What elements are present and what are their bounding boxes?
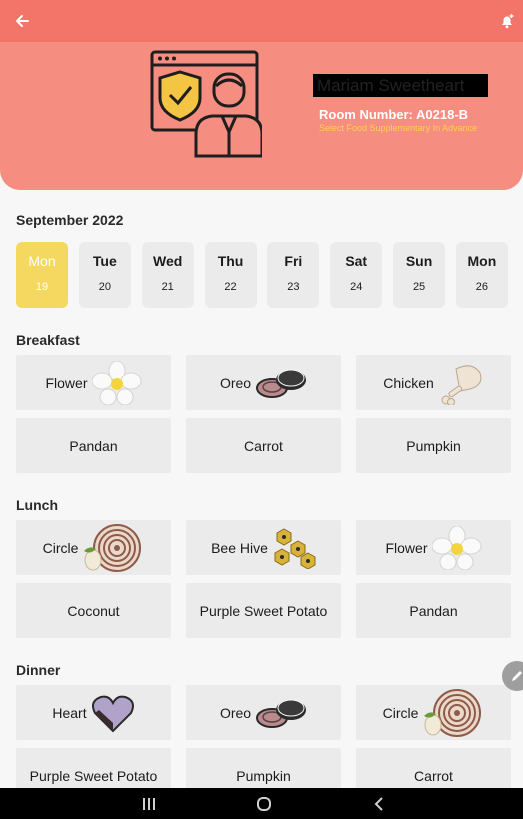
day-name: Thu (217, 253, 244, 269)
day-item[interactable] (267, 242, 319, 308)
food-card[interactable] (16, 520, 171, 575)
bee-hive-icon (272, 527, 316, 569)
food-label: Purple Sweet Potato (199, 602, 328, 619)
recent-apps-icon (142, 798, 156, 810)
food-label: Bee Hive (211, 539, 268, 556)
day-item-selected[interactable] (16, 242, 68, 308)
back-nav-button[interactable] (367, 794, 391, 814)
app-bar (0, 0, 523, 42)
day-name: Mon (467, 253, 497, 269)
guest-name-redacted: Mariam Sweetheart (313, 74, 488, 97)
food-card[interactable] (186, 355, 341, 410)
flower-icon (432, 526, 482, 570)
day-item[interactable] (456, 242, 508, 308)
day-item[interactable] (205, 242, 257, 308)
section-title-lunch: Lunch (16, 497, 58, 513)
room-number: Room Number: A0218-B (319, 107, 469, 122)
oreo-icon (255, 697, 307, 729)
month-label: September 2022 (16, 212, 124, 228)
food-card[interactable] (186, 685, 341, 740)
home-icon (256, 797, 272, 811)
food-label: Coconut (67, 602, 120, 619)
section-title-breakfast: Breakfast (16, 332, 80, 348)
day-item[interactable] (79, 242, 131, 308)
security-agent-illustration (150, 50, 262, 160)
home-button[interactable] (252, 794, 276, 814)
day-name: Fri (284, 253, 303, 269)
day-number: 21 (161, 281, 174, 293)
food-card[interactable] (356, 355, 511, 410)
recent-apps-button[interactable] (137, 794, 161, 814)
food-card[interactable] (356, 418, 511, 473)
heart-icon (91, 693, 135, 733)
flower-icon (92, 361, 142, 405)
day-name: Mon (28, 253, 56, 269)
back-button[interactable] (10, 9, 34, 33)
day-number: 23 (287, 281, 300, 293)
food-card[interactable] (16, 583, 171, 638)
day-name: Tue (92, 253, 117, 269)
day-item[interactable] (393, 242, 445, 308)
day-name: Sat (345, 253, 368, 269)
day-number: 26 (475, 281, 489, 293)
arrow-left-icon (15, 14, 29, 28)
day-number: 24 (350, 281, 363, 293)
day-name: Sun (405, 253, 433, 269)
food-card[interactable] (16, 355, 171, 410)
pencil-icon (510, 669, 523, 683)
day-item[interactable] (142, 242, 194, 308)
notification-add-button[interactable] (495, 9, 519, 33)
food-label: Oreo (219, 704, 252, 721)
food-label: Flower (385, 539, 428, 556)
system-navigation-bar (0, 788, 523, 819)
food-label: Carrot (414, 767, 453, 784)
day-number: 22 (224, 281, 237, 293)
day-number: 19 (35, 281, 49, 293)
day-number: 25 (412, 281, 426, 293)
lunch-grid (16, 520, 511, 638)
chicken-icon (438, 361, 484, 405)
day-number: 20 (98, 281, 111, 293)
food-card[interactable] (186, 583, 341, 638)
food-label: Heart (52, 704, 87, 721)
food-card[interactable] (356, 685, 511, 740)
chevron-left-icon (374, 797, 384, 811)
food-card[interactable] (186, 520, 341, 575)
day-name: Wed (153, 253, 183, 269)
food-label: Purple Sweet Potato (29, 767, 158, 784)
section-title-dinner: Dinner (16, 662, 61, 678)
circle-spiral-icon (82, 523, 144, 573)
bell-plus-icon (499, 13, 515, 29)
day-item[interactable] (330, 242, 382, 308)
food-card[interactable] (356, 520, 511, 575)
header-subtitle: Select Food Supplementary In Advance (319, 123, 478, 133)
food-card[interactable] (16, 418, 171, 473)
breakfast-grid (16, 355, 511, 473)
food-label: Oreo (219, 374, 252, 391)
food-label: Pandan (69, 437, 118, 454)
food-label: Carrot (244, 437, 283, 454)
food-label: Circle (42, 539, 79, 556)
food-label: Pandan (409, 602, 458, 619)
food-label: Flower (45, 374, 88, 391)
food-label: Chicken (383, 374, 434, 391)
oreo-icon (255, 367, 307, 399)
food-card[interactable] (16, 685, 171, 740)
food-label: Circle (382, 704, 419, 721)
food-card[interactable] (186, 418, 341, 473)
circle-spiral-icon (422, 688, 484, 738)
dinner-grid (16, 685, 511, 803)
food-label: Pumpkin (236, 767, 291, 784)
day-selector (16, 242, 508, 308)
food-label: Pumpkin (406, 437, 461, 454)
food-card[interactable] (356, 583, 511, 638)
